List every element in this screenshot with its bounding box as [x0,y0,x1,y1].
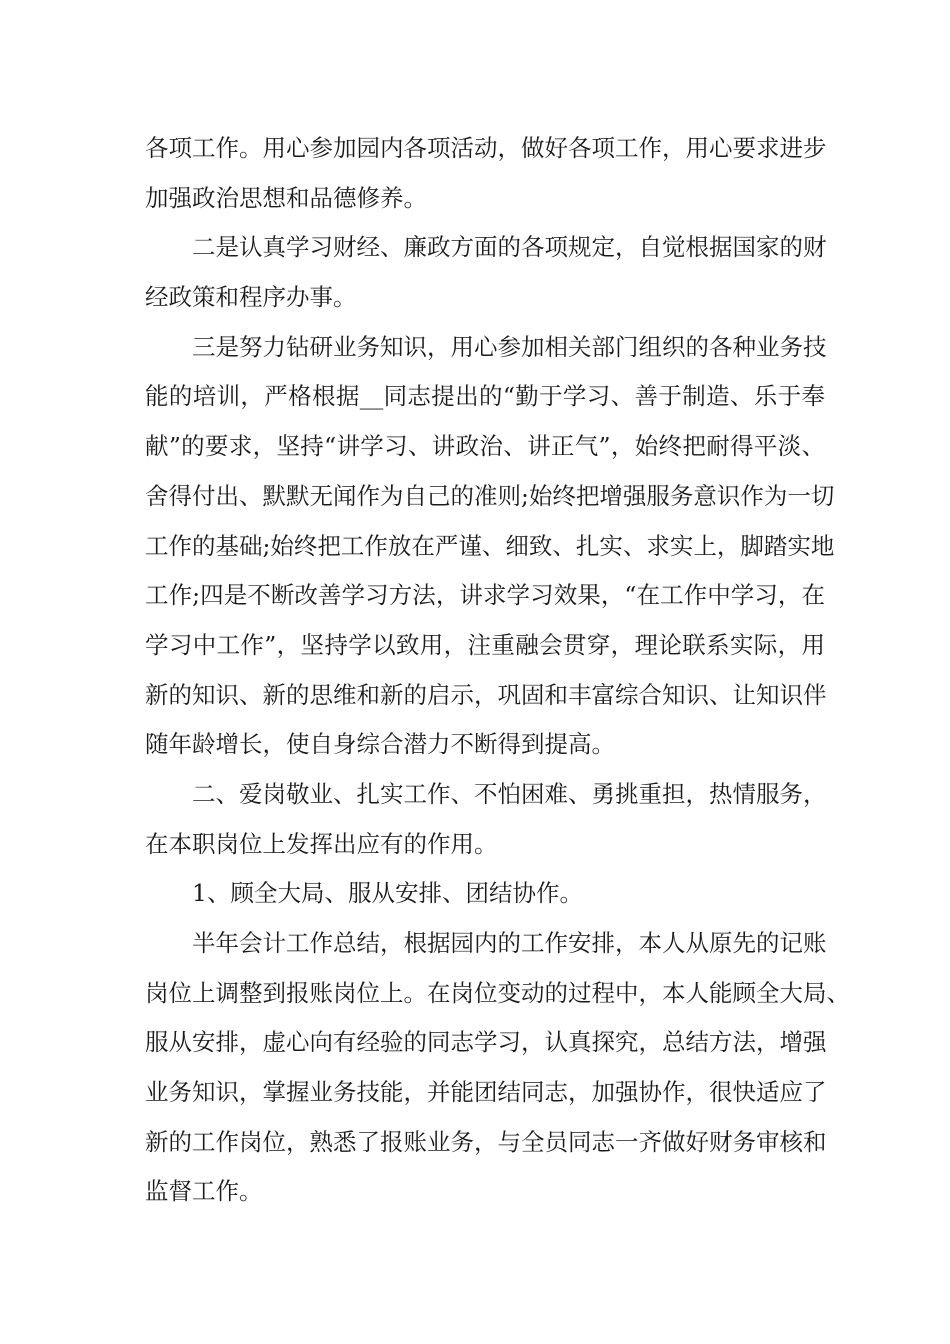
text-line: 三是努力钻研业务知识，用心参加相关部门组织的各种业务技 [192,332,827,361]
text-line: 随年龄增长，使自身综合潜力不断得到提高。 [145,730,615,759]
text-line: 经政策和程序办事。 [145,283,357,312]
text-line: 监督工作。 [145,1177,263,1206]
text-line: 学习中工作”，坚持学以致用，注重融会贯穿，理论联系实际，用 [145,630,825,659]
text-line: 服从安排，虚心向有经验的同志学习，认真探究，总结方法，增强 [145,1028,827,1057]
text-line: 能的培训，严格根据__同志提出的“勤于学习、善于制造、乐于奉 [145,382,825,411]
text-line: 舍得付出、默默无闻作为自己的准则;始终把增强服务意识作为一切 [145,481,835,510]
text-line: 加强政治思想和品德修养。 [145,183,427,212]
text-line: 工作;四是不断改善学习方法，讲求学习效果，“在工作中学习，在 [145,581,825,610]
text-line: 半年会计工作总结，根据园内的工作安排，本人从原先的记账 [192,929,827,957]
text-line: 岗位上调整到报账岗位上。在岗位变动的过程中，本人能顾全大局、 [145,978,850,1007]
text-line: 献”的要求，坚持“讲学习、讲政治、讲正气”，始终把耐得平淡、 [145,432,825,461]
document-body [145,124,850,1217]
text-line: 新的工作岗位，熟悉了报账业务，与全员同志一齐做好财务审核和 [145,1127,827,1156]
text-line: 各项工作。用心参加园内各项活动，做好各项工作，用心要求进步 [145,134,827,162]
text-line: 1、顾全大局、服从安排、团结协作。 [192,879,583,908]
text-line: 业务知识，掌握业务技能，并能团结同志，加强协作，很快适应了 [145,1078,827,1107]
text-line: 工作的基础;始终把工作放在严谨、细致、扎实、求实上，脚踏实地 [145,531,835,560]
text-line: 二是认真学习财经、廉政方面的各项规定，自觉根据国家的财 [192,233,827,262]
text-line: 在本职岗位上发挥出应有的作用。 [145,829,498,858]
text-line: 二、爱岗敬业、扎实工作、不怕困难、勇挑重担，热情服务， [192,779,827,808]
text-line: 新的知识、新的思维和新的启示，巩固和丰富综合知识、让知识伴 [145,680,827,709]
